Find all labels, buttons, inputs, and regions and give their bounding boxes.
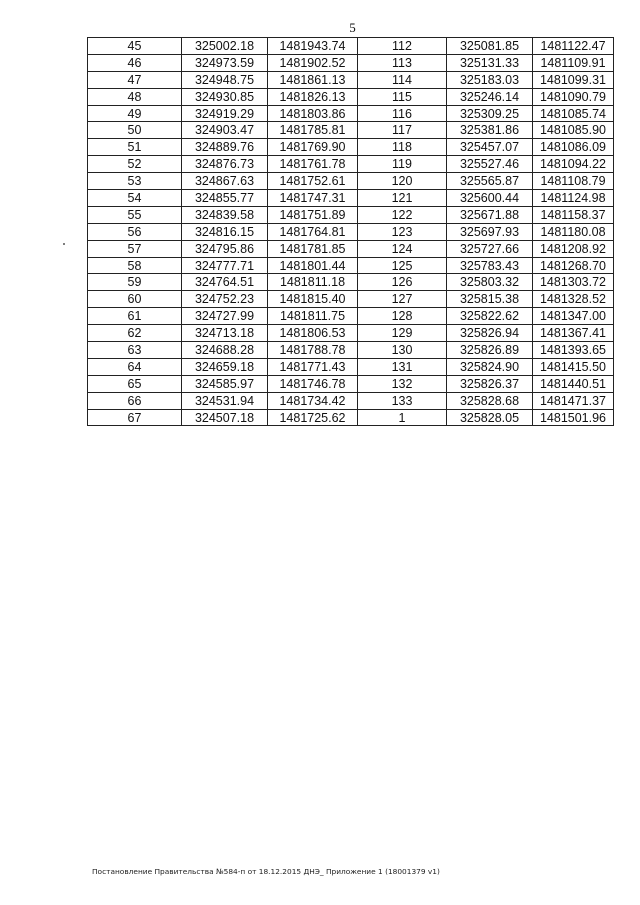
table-row bbox=[88, 122, 614, 139]
point-number-right-cell: 127 bbox=[358, 291, 447, 308]
table-row bbox=[88, 358, 614, 375]
point-number-left-cell: 61 bbox=[88, 308, 182, 325]
point-number-right-cell: 121 bbox=[358, 190, 447, 207]
point-number-left-cell: 66 bbox=[88, 392, 182, 409]
y-coordinate-right-cell: 1481347.00 bbox=[533, 308, 614, 325]
x-coordinate-left-cell: 324713.18 bbox=[182, 325, 268, 342]
x-coordinate-right-cell: 325783.43 bbox=[447, 257, 533, 274]
point-number-left-cell: 52 bbox=[88, 156, 182, 173]
y-coordinate-left-cell: 1481771.43 bbox=[268, 358, 358, 375]
y-coordinate-right-cell: 1481086.09 bbox=[533, 139, 614, 156]
table-row bbox=[88, 105, 614, 122]
table-row bbox=[88, 409, 614, 426]
x-coordinate-right-cell: 325457.07 bbox=[447, 139, 533, 156]
x-coordinate-right-cell: 325824.90 bbox=[447, 358, 533, 375]
scan-speck bbox=[63, 243, 65, 245]
coordinates-table-body bbox=[88, 38, 614, 426]
point-number-right-cell: 122 bbox=[358, 206, 447, 223]
point-number-left-cell: 53 bbox=[88, 173, 182, 190]
x-coordinate-right-cell: 325183.03 bbox=[447, 71, 533, 88]
table-row bbox=[88, 139, 614, 156]
x-coordinate-left-cell: 324973.59 bbox=[182, 54, 268, 71]
table-row bbox=[88, 240, 614, 257]
point-number-left-cell: 51 bbox=[88, 139, 182, 156]
x-coordinate-right-cell: 325826.89 bbox=[447, 342, 533, 359]
x-coordinate-left-cell: 324585.97 bbox=[182, 375, 268, 392]
point-number-right-cell: 124 bbox=[358, 240, 447, 257]
y-coordinate-left-cell: 1481943.74 bbox=[268, 38, 358, 55]
x-coordinate-right-cell: 325697.93 bbox=[447, 223, 533, 240]
x-coordinate-left-cell: 324816.15 bbox=[182, 223, 268, 240]
x-coordinate-right-cell: 325527.46 bbox=[447, 156, 533, 173]
y-coordinate-left-cell: 1481902.52 bbox=[268, 54, 358, 71]
y-coordinate-right-cell: 1481471.37 bbox=[533, 392, 614, 409]
point-number-left-cell: 63 bbox=[88, 342, 182, 359]
point-number-right-cell: 115 bbox=[358, 88, 447, 105]
y-coordinate-left-cell: 1481746.78 bbox=[268, 375, 358, 392]
x-coordinate-right-cell: 325671.88 bbox=[447, 206, 533, 223]
x-coordinate-left-cell: 324727.99 bbox=[182, 308, 268, 325]
point-number-left-cell: 57 bbox=[88, 240, 182, 257]
y-coordinate-left-cell: 1481764.81 bbox=[268, 223, 358, 240]
point-number-left-cell: 50 bbox=[88, 122, 182, 139]
y-coordinate-right-cell: 1481367.41 bbox=[533, 325, 614, 342]
point-number-right-cell: 133 bbox=[358, 392, 447, 409]
x-coordinate-right-cell: 325565.87 bbox=[447, 173, 533, 190]
x-coordinate-left-cell: 324777.71 bbox=[182, 257, 268, 274]
y-coordinate-right-cell: 1481090.79 bbox=[533, 88, 614, 105]
point-number-left-cell: 65 bbox=[88, 375, 182, 392]
y-coordinate-left-cell: 1481826.13 bbox=[268, 88, 358, 105]
x-coordinate-left-cell: 324531.94 bbox=[182, 392, 268, 409]
x-coordinate-left-cell: 324752.23 bbox=[182, 291, 268, 308]
y-coordinate-right-cell: 1481180.08 bbox=[533, 223, 614, 240]
x-coordinate-right-cell: 325081.85 bbox=[447, 38, 533, 55]
point-number-left-cell: 67 bbox=[88, 409, 182, 426]
x-coordinate-right-cell: 325828.05 bbox=[447, 409, 533, 426]
point-number-left-cell: 64 bbox=[88, 358, 182, 375]
point-number-left-cell: 56 bbox=[88, 223, 182, 240]
point-number-left-cell: 48 bbox=[88, 88, 182, 105]
y-coordinate-left-cell: 1481725.62 bbox=[268, 409, 358, 426]
y-coordinate-left-cell: 1481806.53 bbox=[268, 325, 358, 342]
x-coordinate-left-cell: 324795.86 bbox=[182, 240, 268, 257]
x-coordinate-left-cell: 324855.77 bbox=[182, 190, 268, 207]
point-number-right-cell: 118 bbox=[358, 139, 447, 156]
table-row bbox=[88, 257, 614, 274]
y-coordinate-left-cell: 1481811.75 bbox=[268, 308, 358, 325]
y-coordinate-left-cell: 1481751.89 bbox=[268, 206, 358, 223]
y-coordinate-right-cell: 1481094.22 bbox=[533, 156, 614, 173]
point-number-left-cell: 45 bbox=[88, 38, 182, 55]
y-coordinate-left-cell: 1481801.44 bbox=[268, 257, 358, 274]
y-coordinate-right-cell: 1481158.37 bbox=[533, 206, 614, 223]
y-coordinate-right-cell: 1481208.92 bbox=[533, 240, 614, 257]
x-coordinate-right-cell: 325727.66 bbox=[447, 240, 533, 257]
point-number-right-cell: 129 bbox=[358, 325, 447, 342]
point-number-right-cell: 116 bbox=[358, 105, 447, 122]
x-coordinate-left-cell: 324948.75 bbox=[182, 71, 268, 88]
point-number-right-cell: 120 bbox=[358, 173, 447, 190]
y-coordinate-right-cell: 1481085.90 bbox=[533, 122, 614, 139]
coordinates-table bbox=[87, 37, 614, 426]
table-row bbox=[88, 308, 614, 325]
y-coordinate-left-cell: 1481761.78 bbox=[268, 156, 358, 173]
point-number-left-cell: 58 bbox=[88, 257, 182, 274]
x-coordinate-right-cell: 325246.14 bbox=[447, 88, 533, 105]
table-row bbox=[88, 71, 614, 88]
table-row bbox=[88, 54, 614, 71]
x-coordinate-right-cell: 325822.62 bbox=[447, 308, 533, 325]
y-coordinate-right-cell: 1481440.51 bbox=[533, 375, 614, 392]
y-coordinate-left-cell: 1481788.78 bbox=[268, 342, 358, 359]
point-number-left-cell: 55 bbox=[88, 206, 182, 223]
x-coordinate-right-cell: 325131.33 bbox=[447, 54, 533, 71]
x-coordinate-left-cell: 324889.76 bbox=[182, 139, 268, 156]
x-coordinate-left-cell: 324867.63 bbox=[182, 173, 268, 190]
y-coordinate-right-cell: 1481328.52 bbox=[533, 291, 614, 308]
y-coordinate-left-cell: 1481752.61 bbox=[268, 173, 358, 190]
x-coordinate-right-cell: 325815.38 bbox=[447, 291, 533, 308]
point-number-right-cell: 112 bbox=[358, 38, 447, 55]
document-footer: Постановление Правительства №584-п от 18.12.2015 ДНЭ_ Приложение 1 (18001379 v1) bbox=[92, 867, 440, 876]
table-row bbox=[88, 173, 614, 190]
point-number-left-cell: 49 bbox=[88, 105, 182, 122]
y-coordinate-right-cell: 1481501.96 bbox=[533, 409, 614, 426]
point-number-left-cell: 47 bbox=[88, 71, 182, 88]
y-coordinate-left-cell: 1481734.42 bbox=[268, 392, 358, 409]
point-number-right-cell: 119 bbox=[358, 156, 447, 173]
x-coordinate-left-cell: 324764.51 bbox=[182, 274, 268, 291]
y-coordinate-left-cell: 1481747.31 bbox=[268, 190, 358, 207]
table-row bbox=[88, 274, 614, 291]
point-number-left-cell: 46 bbox=[88, 54, 182, 71]
x-coordinate-right-cell: 325826.94 bbox=[447, 325, 533, 342]
x-coordinate-left-cell: 324919.29 bbox=[182, 105, 268, 122]
x-coordinate-right-cell: 325803.32 bbox=[447, 274, 533, 291]
point-number-right-cell: 123 bbox=[358, 223, 447, 240]
x-coordinate-left-cell: 324659.18 bbox=[182, 358, 268, 375]
y-coordinate-right-cell: 1481415.50 bbox=[533, 358, 614, 375]
table-row bbox=[88, 206, 614, 223]
y-coordinate-left-cell: 1481803.86 bbox=[268, 105, 358, 122]
table-row bbox=[88, 190, 614, 207]
x-coordinate-left-cell: 325002.18 bbox=[182, 38, 268, 55]
point-number-left-cell: 60 bbox=[88, 291, 182, 308]
table-row bbox=[88, 342, 614, 359]
table-row bbox=[88, 88, 614, 105]
y-coordinate-right-cell: 1481099.31 bbox=[533, 71, 614, 88]
x-coordinate-right-cell: 325600.44 bbox=[447, 190, 533, 207]
y-coordinate-left-cell: 1481769.90 bbox=[268, 139, 358, 156]
y-coordinate-left-cell: 1481815.40 bbox=[268, 291, 358, 308]
point-number-right-cell: 117 bbox=[358, 122, 447, 139]
page-number: 5 bbox=[349, 20, 356, 35]
x-coordinate-right-cell: 325381.86 bbox=[447, 122, 533, 139]
table-row bbox=[88, 291, 614, 308]
x-coordinate-right-cell: 325309.25 bbox=[447, 105, 533, 122]
table-row bbox=[88, 156, 614, 173]
y-coordinate-right-cell: 1481122.47 bbox=[533, 38, 614, 55]
table-row bbox=[88, 223, 614, 240]
y-coordinate-left-cell: 1481781.85 bbox=[268, 240, 358, 257]
point-number-right-cell: 126 bbox=[358, 274, 447, 291]
x-coordinate-left-cell: 324688.28 bbox=[182, 342, 268, 359]
point-number-right-cell: 125 bbox=[358, 257, 447, 274]
point-number-right-cell: 130 bbox=[358, 342, 447, 359]
table-row bbox=[88, 325, 614, 342]
y-coordinate-right-cell: 1481109.91 bbox=[533, 54, 614, 71]
y-coordinate-right-cell: 1481393.65 bbox=[533, 342, 614, 359]
y-coordinate-right-cell: 1481108.79 bbox=[533, 173, 614, 190]
x-coordinate-right-cell: 325826.37 bbox=[447, 375, 533, 392]
point-number-left-cell: 62 bbox=[88, 325, 182, 342]
point-number-right-cell: 113 bbox=[358, 54, 447, 71]
point-number-left-cell: 54 bbox=[88, 190, 182, 207]
table-row bbox=[88, 392, 614, 409]
x-coordinate-left-cell: 324507.18 bbox=[182, 409, 268, 426]
point-number-right-cell: 1 bbox=[358, 409, 447, 426]
y-coordinate-left-cell: 1481811.18 bbox=[268, 274, 358, 291]
table-row bbox=[88, 375, 614, 392]
point-number-right-cell: 114 bbox=[358, 71, 447, 88]
x-coordinate-left-cell: 324903.47 bbox=[182, 122, 268, 139]
x-coordinate-left-cell: 324930.85 bbox=[182, 88, 268, 105]
y-coordinate-right-cell: 1481303.72 bbox=[533, 274, 614, 291]
y-coordinate-left-cell: 1481861.13 bbox=[268, 71, 358, 88]
table-row bbox=[88, 38, 614, 55]
y-coordinate-left-cell: 1481785.81 bbox=[268, 122, 358, 139]
y-coordinate-right-cell: 1481124.98 bbox=[533, 190, 614, 207]
point-number-right-cell: 132 bbox=[358, 375, 447, 392]
point-number-right-cell: 128 bbox=[358, 308, 447, 325]
y-coordinate-right-cell: 1481268.70 bbox=[533, 257, 614, 274]
y-coordinate-right-cell: 1481085.74 bbox=[533, 105, 614, 122]
x-coordinate-left-cell: 324839.58 bbox=[182, 206, 268, 223]
point-number-right-cell: 131 bbox=[358, 358, 447, 375]
x-coordinate-right-cell: 325828.68 bbox=[447, 392, 533, 409]
point-number-left-cell: 59 bbox=[88, 274, 182, 291]
x-coordinate-left-cell: 324876.73 bbox=[182, 156, 268, 173]
